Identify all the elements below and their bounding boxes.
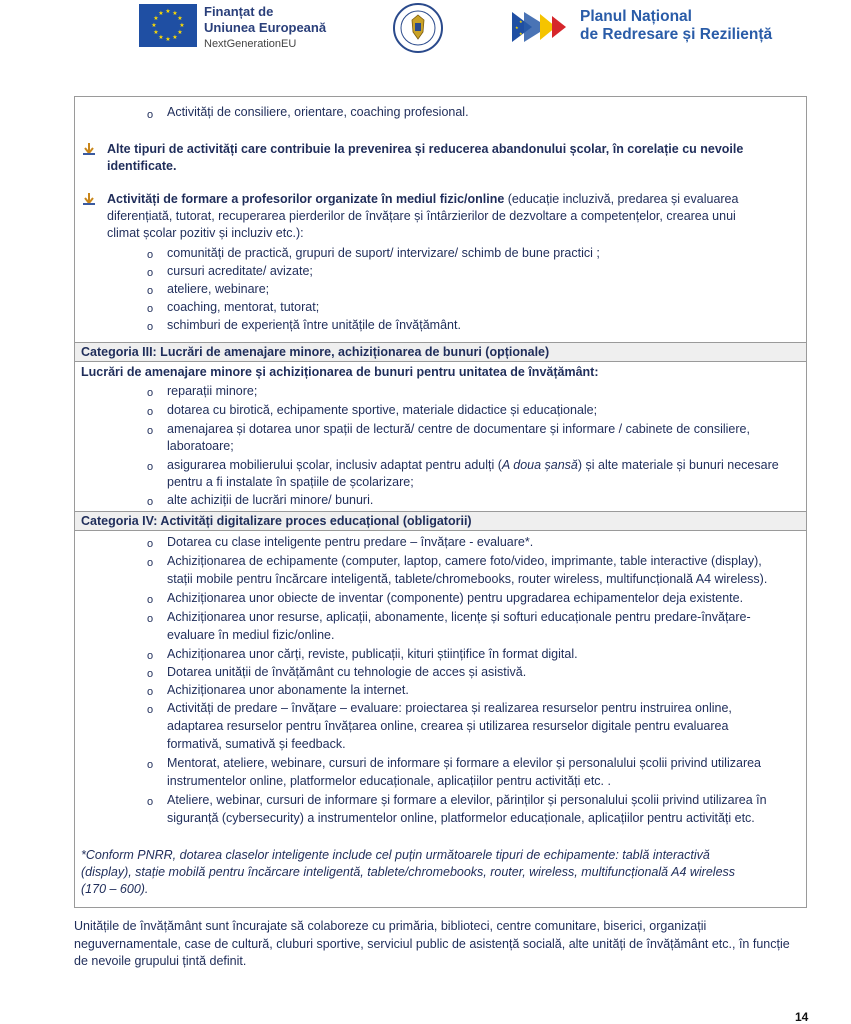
svg-text:★: ★ (172, 34, 178, 41)
list-item-cont: evaluare în mediul fizic/online. (167, 628, 335, 642)
list-item: Dotarea unității de învățământ cu tehnologie de acces și asistivă. (167, 665, 527, 679)
list-bullet: o (147, 321, 154, 333)
list-item: schimburi de experiență între unitățile de învățământ. (167, 318, 461, 332)
list-item: cursuri acreditate/ avizate; (167, 264, 313, 278)
list-item-cont: stații mobile pentru încărcare inteligentă, tablete/chromebooks, router wireless, multifuncțională A4 wireless). (167, 572, 768, 586)
list-item: Achiziționarea unor resurse, aplicații, abonamente, licențe și softuri educaționale pentru predare-învățare- (167, 610, 751, 624)
svg-text:★: ★ (519, 31, 523, 36)
alt-activities-heading-cont: identificate. (107, 159, 177, 173)
list-bullet: o (147, 796, 154, 808)
svg-text:★: ★ (165, 36, 171, 43)
list-item-cont: laboratoare; (167, 439, 234, 453)
list-bullet: o (147, 594, 154, 606)
list-bullet: o (147, 406, 154, 418)
svg-text:★: ★ (153, 15, 159, 22)
list-bullet: o (147, 759, 154, 771)
list-item: Achiziționarea unor obiecte de inventar (componente) pentru upgradarea echipamentelor deja existente. (167, 591, 744, 605)
teacher-training-heading (107, 191, 738, 208)
arrow-bullet-icon (83, 193, 95, 205)
list-bullet: o (147, 686, 154, 698)
list-item-cont: instrumentelor online, platformelor educaționale, aplicațiilor pentru activități etc. . (167, 774, 611, 788)
list-bullet: o (147, 425, 154, 437)
paragraph-line2: neguvernamentale, case de cultură, cluburi sportive, serviciul public de asistență socială, alte unități de învățământ etc., în funcție (74, 936, 790, 951)
svg-text:★: ★ (151, 22, 157, 29)
list-bullet: o (147, 704, 154, 716)
pnrr-logo-icon (510, 10, 576, 44)
list-item-cont: adaptarea resurselor pentru învățarea online, crearea și utilizarea resurselor digitale pentru evaluarea (167, 719, 729, 733)
list-item: Activități de consiliere, orientare, coaching profesional. (167, 105, 469, 119)
list-bullet: o (147, 267, 154, 279)
footnote-line2: (display), stație mobilă pentru încărcare inteligentă, tablete/chromebooks, router, wireless, multifuncțională A4 wireless (81, 865, 736, 879)
alt-activities-heading: Alte tipuri de activități care contribuie la prevenirea și reducerea abandonului școlar, în corelație cu nevoile (107, 142, 744, 156)
eu-flag-icon (139, 4, 197, 47)
arrow-bullet-icon (83, 143, 95, 155)
list-item: Achiziționarea unor abonamente la internet. (167, 683, 409, 697)
list-item: Dotarea cu clase inteligente pentru predare – învățare - evaluare*. (167, 535, 534, 549)
list-item-cont: pentru a fi instalate în spațiile de școlarizare; (167, 475, 414, 489)
list-item: reparații minore; (167, 384, 258, 398)
eu-line1: Finanțat de (204, 4, 274, 19)
teacher-training-line2: diferențiată, tutorat, recuperarea pierderilor de învățare și întârzierilor de dezvoltare a competențelor, crearea unui (107, 209, 736, 223)
paragraph-line3: de nevoile grupului țintă definit. (74, 954, 247, 968)
page-header (0, 0, 851, 60)
svg-text:★: ★ (172, 10, 178, 17)
furniture-text-c: ) și alte materiale și bunuri necesare (577, 458, 779, 472)
list-item: Achiziționarea de echipamente (computer, laptop, camere foto/video, imprimante, table interactive (display), (167, 554, 762, 568)
collaboration-paragraph (74, 918, 811, 971)
svg-text:★: ★ (179, 22, 185, 29)
pnrr-line2: de Redresare și Reziliență (580, 26, 773, 43)
list-bullet: o (147, 538, 154, 550)
list-bullet: o (147, 668, 154, 680)
footnote-line3: (170 – 600). (81, 882, 149, 896)
footnote-line1: *Conform PNRR, dotarea claselor inteligente include cel puțin următoarele tipuri de echipamente: tablă interactivă (81, 848, 710, 862)
svg-text:★: ★ (177, 15, 183, 22)
second-chance-italic: A doua șansă (501, 458, 578, 472)
category-3-subtitle: Lucrări de amenajare minore și achiziționarea de bunuri pentru unitatea de învățământ: (81, 365, 599, 379)
svg-text:★: ★ (165, 8, 171, 15)
list-item: Achiziționarea unor cărți, reviste, publicații, kituri științifice în format digital. (167, 647, 578, 661)
paragraph-line1: Unitățile de învățământ sunt încurajate să colaboreze cu primăria, biblioteci, centre comunitare, biserici, organizații (74, 919, 707, 933)
list-bullet: o (147, 461, 154, 473)
romanian-government-emblem-icon (390, 2, 446, 54)
list-bullet: o (147, 249, 154, 261)
teacher-training-bold: Activități de formare a profesorilor organizate în mediul fizic/online (107, 192, 505, 206)
eu-line2: Uniunea Europeană (204, 20, 327, 35)
pnrr-line1: Planul Național (580, 8, 692, 25)
furniture-text-a: asigurarea mobilierului școlar, inclusiv adaptat pentru adulți ( (167, 458, 502, 472)
activities-table (74, 96, 807, 908)
svg-text:★: ★ (519, 19, 523, 24)
list-bullet: o (147, 285, 154, 297)
list-item: alte achiziții de lucrări minore/ bunuri. (167, 493, 374, 507)
teacher-training-line3: climat școlar pozitiv și incluziv etc.): (107, 226, 304, 240)
category-4-header: Categoria IV: Activități digitalizare proces educațional (obligatorii) (75, 511, 806, 531)
list-bullet: o (147, 613, 154, 625)
eu-funding-text (204, 4, 326, 52)
list-item: dotarea cu birotică, echipamente sportive, materiale didactice și educaționale; (167, 403, 598, 417)
teacher-training-rest: (educație incluzivă, predarea și evaluarea (504, 192, 739, 206)
list-item-cont: siguranță (cybersecurity) a instrumentelor online, platformelor educaționale, aplicațiilor pentru activități etc. (167, 811, 755, 825)
list-bullet: o (147, 557, 154, 569)
list-bullet: o (147, 303, 154, 315)
svg-text:★: ★ (158, 10, 164, 17)
svg-text:★: ★ (177, 29, 183, 36)
list-bullet: o (147, 387, 154, 399)
list-bullet: o (147, 496, 154, 508)
list-item: amenajarea și dotarea unor spații de lectură/ centre de documentare și informare / cabinete de consiliere, (167, 422, 750, 436)
list-item-cont: formativă, sumativă și feedback. (167, 737, 346, 751)
svg-text:★: ★ (515, 25, 519, 30)
svg-text:★: ★ (153, 29, 159, 36)
list-bullet: o (147, 650, 154, 662)
list-item (167, 457, 779, 474)
pnrr-title (580, 8, 772, 44)
list-item: Activități de predare – învățare – evaluare: proiectarea și realizarea resurselor pentru instruirea online, (167, 701, 732, 715)
page-number: 14 (795, 1010, 809, 1024)
list-item: ateliere, webinare; (167, 282, 270, 296)
list-item: comunități de practică, grupuri de suport/ intervizare/ schimb de bune practici ; (167, 246, 600, 260)
eu-line3: NextGenerationEU (204, 38, 297, 50)
category-3-header: Categoria III: Lucrări de amenajare minore, achiziționarea de bunuri (opționale) (75, 342, 806, 362)
list-item: coaching, mentorat, tutorat; (167, 300, 320, 314)
list-item: Ateliere, webinar, cursuri de informare și formare a elevilor, părinților și personalului școlii privind utilizarea în (167, 793, 767, 807)
list-item: Mentorat, ateliere, webinare, cursuri de informare și formare a elevilor și personalului școlii privind utilizarea (167, 756, 762, 770)
list-bullet: o (147, 109, 154, 121)
svg-text:★: ★ (158, 34, 164, 41)
